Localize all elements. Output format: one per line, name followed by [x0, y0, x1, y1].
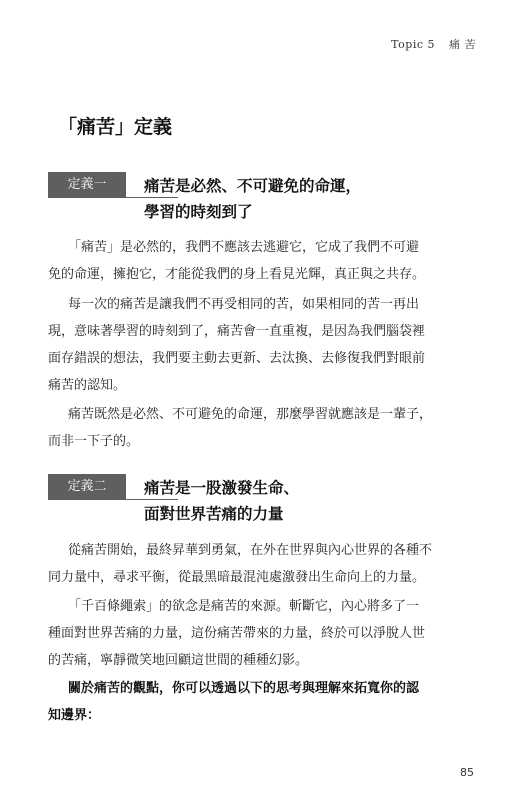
paragraph-line: 現，意味著學習的時刻到了，痛苦會一直重複，是因為我們腦袋裡 [48, 324, 426, 339]
definition-two-title-line: 痛苦是一股激發生命、 [144, 478, 300, 497]
paragraph-line: 關於痛苦的觀點，你可以透過以下的思考與理解來拓寬你的認 [68, 681, 420, 696]
running-head [391, 36, 476, 52]
paragraph-line: 面存錯誤的想法，我們要主動去更新、去汰換、去修復我們對眼前 [48, 351, 426, 366]
running-head-topic: Topic 5 [391, 38, 435, 51]
definition-two-title [144, 475, 299, 527]
paragraph-line: 「千百條繩索」的欲念是痛苦的來源。斬斷它，內心將多了一 [68, 599, 420, 614]
paragraph-line: 種面對世界苦痛的力量，這份痛苦帶來的力量，終於可以淨脫人世 [48, 626, 426, 641]
paragraph-line: 的苦痛，寧靜微笑地回顧這世間的種種幻影。 [48, 653, 309, 668]
paragraph-five [48, 593, 476, 674]
paragraph-line: 「痛苦」是必然的，我們不應該去逃避它，它成了我們不可避 [68, 240, 420, 255]
definition-one-label: 定義一 [48, 172, 126, 198]
paragraph-line: 從痛苦開始，最終昇華到勇氣，在外在世界與內心世界的各種不 [68, 543, 433, 558]
paragraph-four [48, 537, 476, 591]
paragraph-six [48, 675, 476, 729]
definition-one-title-line: 學習的時刻到了 [144, 202, 253, 221]
paragraph-line: 痛苦既然是必然、不可避免的命運，那麼學習就應該是一輩子， [68, 407, 433, 422]
paragraph-two [48, 291, 476, 399]
running-head-chapter: 痛 苦 [449, 38, 476, 51]
paragraph-line: 每一次的痛苦是讓我們不再受相同的苦，如果相同的苦一再出 [68, 297, 420, 312]
definition-two-label: 定義二 [48, 474, 126, 500]
paragraph-one [48, 234, 476, 288]
paragraph-line: 同力量中，尋求平衡，從最黑暗最混沌處激發出生命向上的力量。 [48, 570, 426, 585]
paragraph-line: 知邊界： [48, 708, 101, 723]
page-number: 85 [460, 766, 474, 779]
section-title: 「痛苦」定義 [58, 116, 173, 138]
paragraph-line: 免的命運，擁抱它，才能從我們的身上看見光輝，真正與之共存。 [48, 267, 426, 282]
paragraph-line: 而非一下子的。 [48, 434, 140, 449]
definition-two-title-line: 面對世界苦痛的力量 [144, 504, 284, 523]
definition-one-title-line: 痛苦是必然、不可避免的命運， [144, 176, 362, 195]
definition-one-title [144, 173, 361, 225]
paragraph-line: 痛苦的認知。 [48, 378, 127, 393]
paragraph-three [48, 401, 476, 455]
